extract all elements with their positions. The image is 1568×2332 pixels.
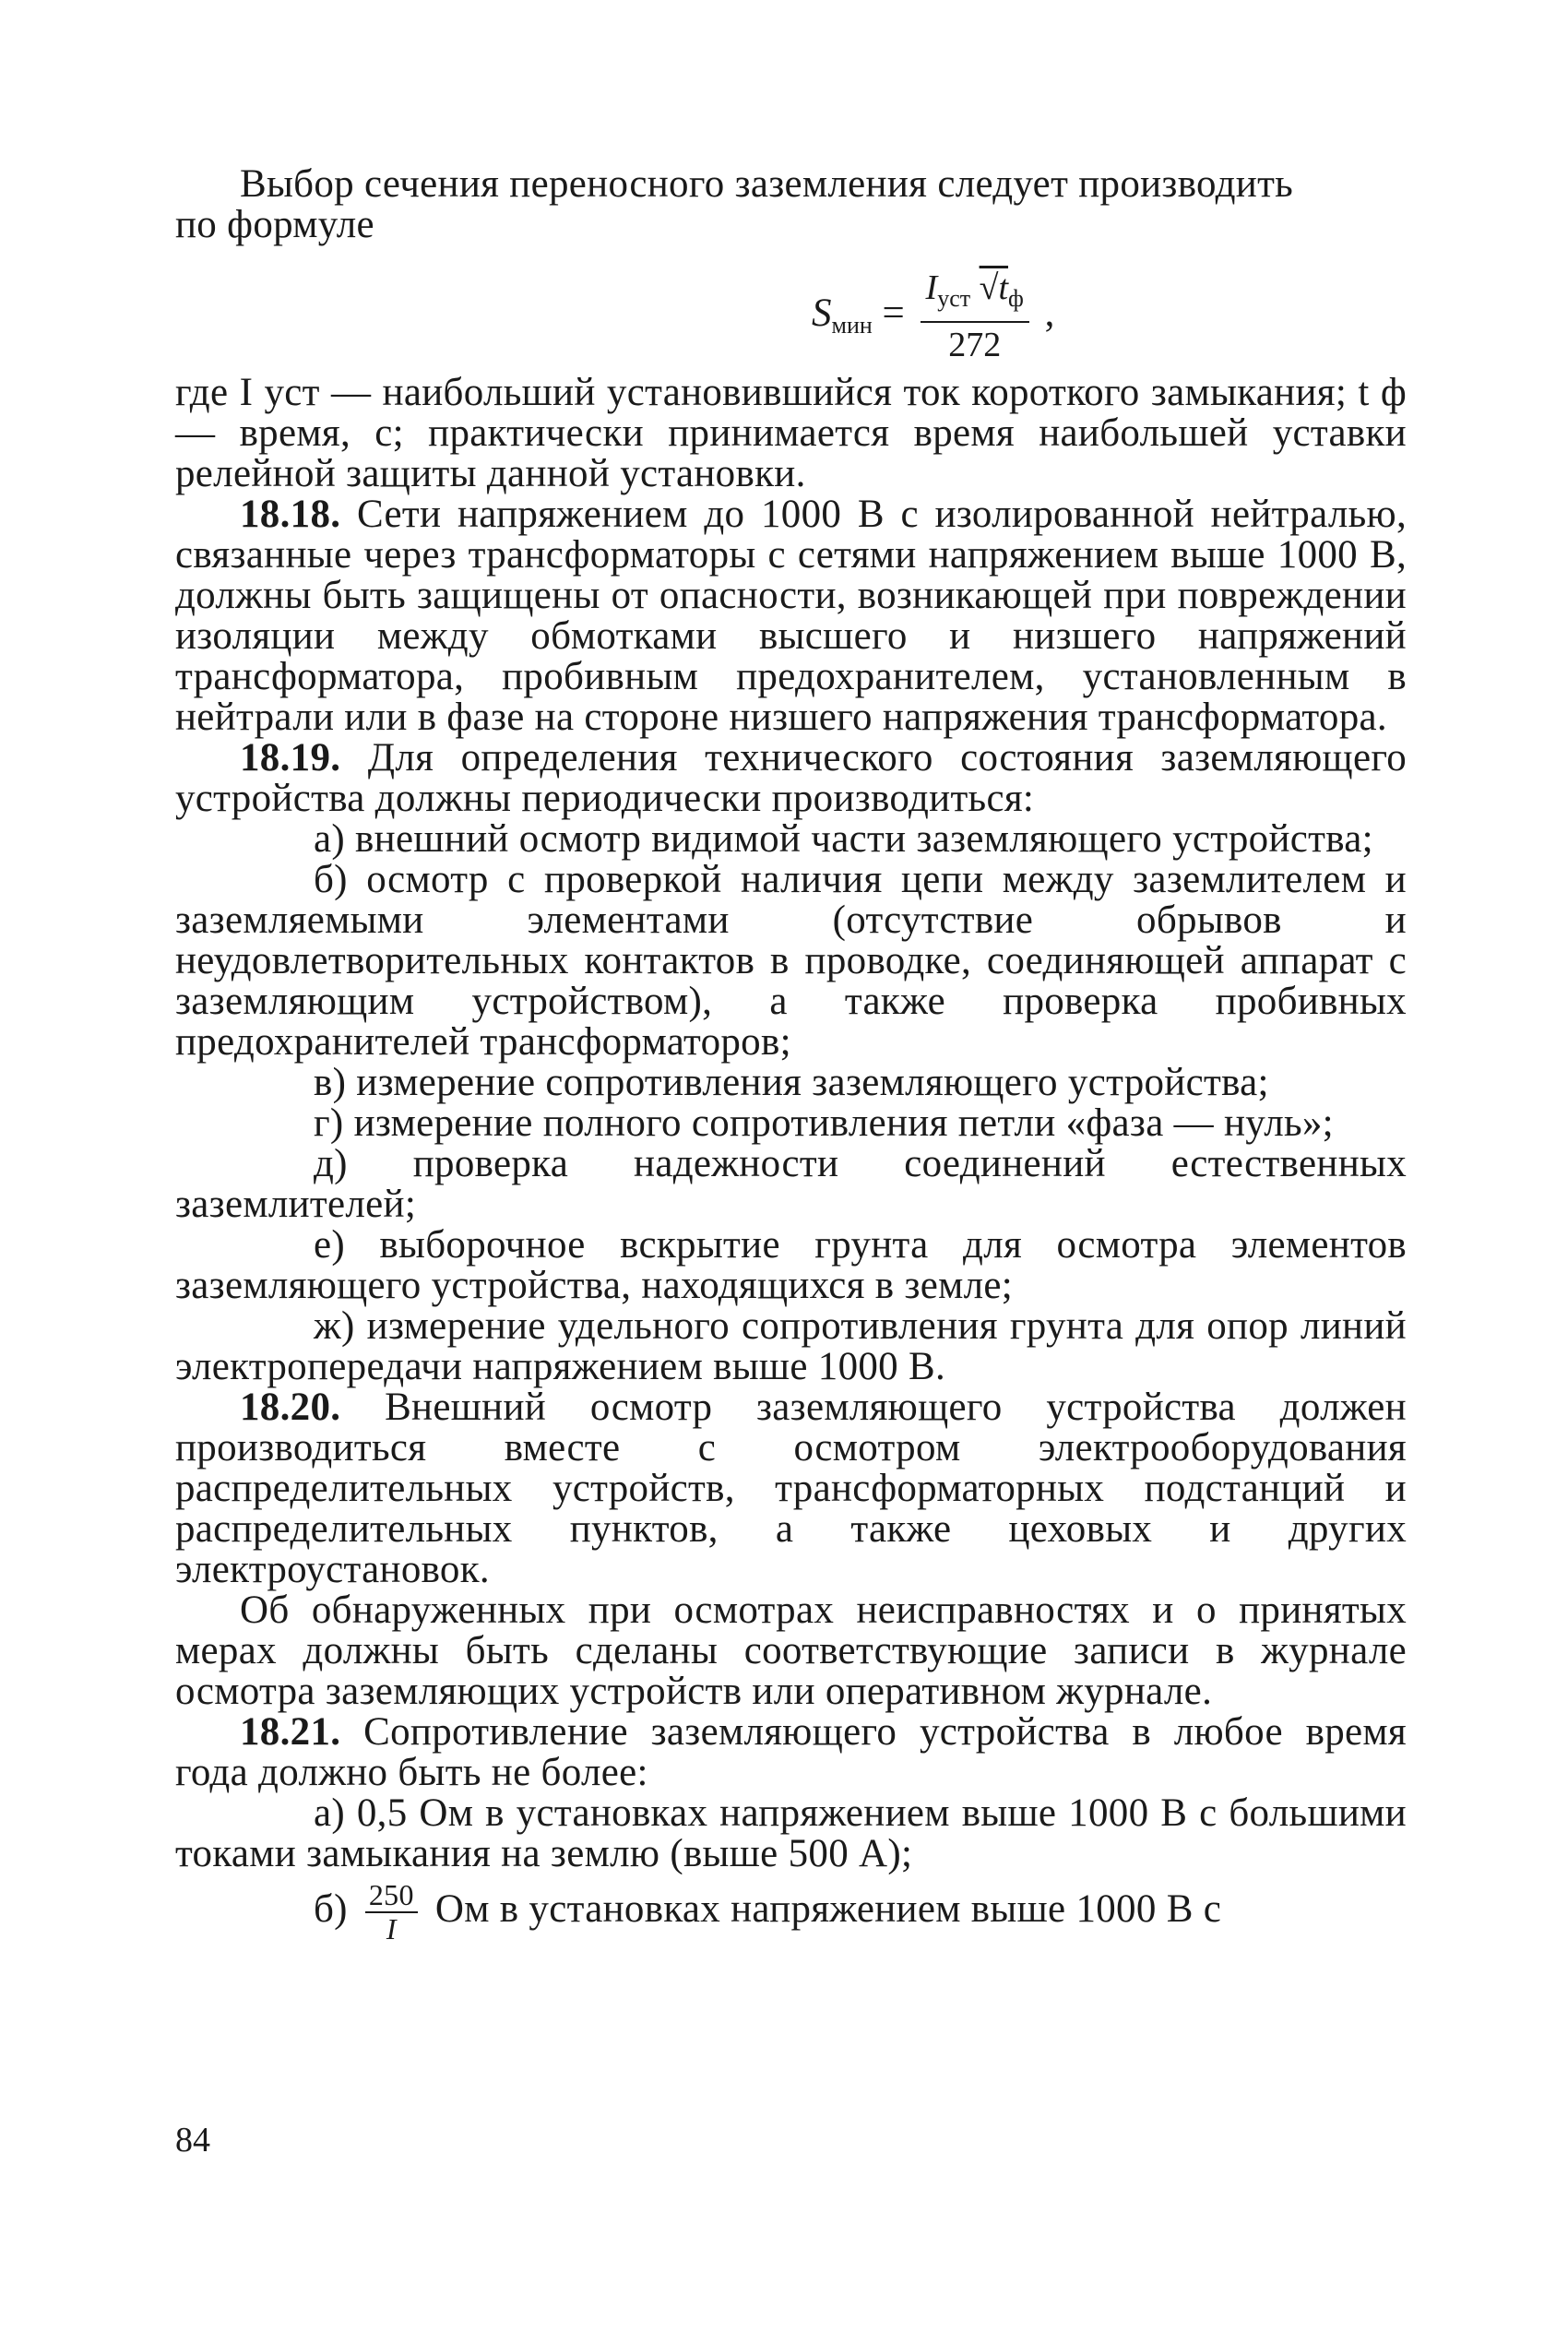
page-number: 84 — [175, 2121, 210, 2159]
section-18-20-number: 18.20. — [240, 1386, 341, 1429]
records-paragraph: Об обнаруженных при осмотрах неисправностях и о принятых мерах должны быть сделаны соответствующие записи в журнале осмотра заземляющих устройств или оперативном журнале. — [175, 1588, 1407, 1713]
section-18-18-number: 18.18. — [240, 493, 341, 536]
formula-denominator: 272 — [948, 326, 1002, 364]
section-18-21-item-b-suffix: Ом в установках напряжением выше 1000 В с — [434, 1886, 1222, 1931]
section-18-18 — [175, 494, 1407, 738]
intro-line-1: Выбор сечения переносного заземления следует производить — [240, 162, 1294, 206]
intro-line-2: по формуле — [175, 203, 374, 246]
section-18-19-item-e: е) выборочное вскрытие грунта для осмотра элементов заземляющего устройства, находящихся в земле; — [175, 1223, 1407, 1307]
formula-lhs: S — [812, 291, 832, 335]
section-18-19-item-a: а) внешний осмотр видимой части заземляющего устройства; — [314, 817, 1373, 861]
section-18-20-text: Внешний осмотр заземляющего устройства должен производиться вместе с осмотром электрооборудования распределительных устройств, трансформаторных подстанций и распределительных пунктов, а также цеховых и других электроустановок. — [175, 1386, 1407, 1591]
section-18-21-item-a: а) 0,5 Ом в установках напряжением выше 1000 В с большими токами замыкания на землю (выше 500 А); — [175, 1791, 1407, 1875]
where-paragraph: где I уст — наибольший установившийся ток короткого замыкания; t ф — время, с; практически принимается время наибольшей уставки релейной защиты данной установки. — [175, 371, 1407, 495]
formula-block — [0, 268, 1568, 369]
section-18-21-text: Сопротивление заземляющего устройства в любое время года должно быть не более: — [175, 1710, 1407, 1794]
formula-equals: = — [882, 291, 905, 335]
formula-num-i: I — [925, 268, 938, 307]
formula-tail: , — [1044, 291, 1055, 335]
section-18-21-number: 18.21. — [240, 1710, 341, 1754]
section-18-19-item-d: д) проверка надежности соединений естественных заземлителей; — [175, 1142, 1407, 1226]
section-18-18-text: Сети напряжением до 1000 В с изолированной нейтралью, связанные через трансформаторы с сетями напряжением выше 1000 В, должны быть защищены от опасности, возникающей при повреждении изоляции между обмотками высшего и низшего напряжений трансформатора, пробивным предохранителем, установленным в нейтрали или в фазе на стороне низшего напряжения трансформатора. — [175, 493, 1407, 739]
section-18-19-item-zh: ж) измерение удельного сопротивления грунта для опор линий электропередачи напряжением выше 1000 В. — [175, 1304, 1407, 1388]
section-18-19-item-g: г) измерение полного сопротивления петли «фаза — нуль»; — [314, 1101, 1334, 1145]
main-text — [175, 373, 1407, 1945]
formula-num-sqrt-sub: ф — [1008, 285, 1024, 312]
section-18-21-item-b — [175, 1880, 1407, 1945]
section-18-19-item-v: в) измерение сопротивления заземляющего устройства; — [314, 1061, 1269, 1104]
section-18-21-item-b-fraction — [365, 1880, 418, 1945]
fraction-numerator: 250 — [365, 1880, 418, 1913]
section-18-21-item-b-prefix: б) — [314, 1886, 348, 1931]
formula-numerator — [921, 268, 1029, 323]
formula-num-sqrt: √t — [979, 268, 1009, 307]
section-18-21 — [175, 1712, 1407, 1793]
fraction-denominator: I — [386, 1912, 397, 1945]
formula — [812, 268, 1054, 365]
section-18-19-text: Для определения технического состояния заземляющего устройства должны периодически производиться: — [175, 736, 1407, 820]
section-18-19 — [175, 738, 1407, 819]
section-18-20 — [175, 1387, 1407, 1590]
formula-fraction — [921, 268, 1029, 365]
section-18-19-item-b: б) осмотр с проверкой наличия цепи между заземлителем и заземляемыми элементами (отсутствие обрывов и неудовлетворительных контактов в проводке, соединяющей аппарат с заземляющим устройством), а также проверка пробивных предохранителей трансформаторов; — [175, 858, 1407, 1064]
formula-lhs-sub: мин — [831, 311, 873, 339]
formula-num-i-sub: уст — [937, 285, 971, 312]
intro-paragraph — [175, 164, 1407, 245]
section-18-19-number: 18.19. — [240, 736, 341, 779]
